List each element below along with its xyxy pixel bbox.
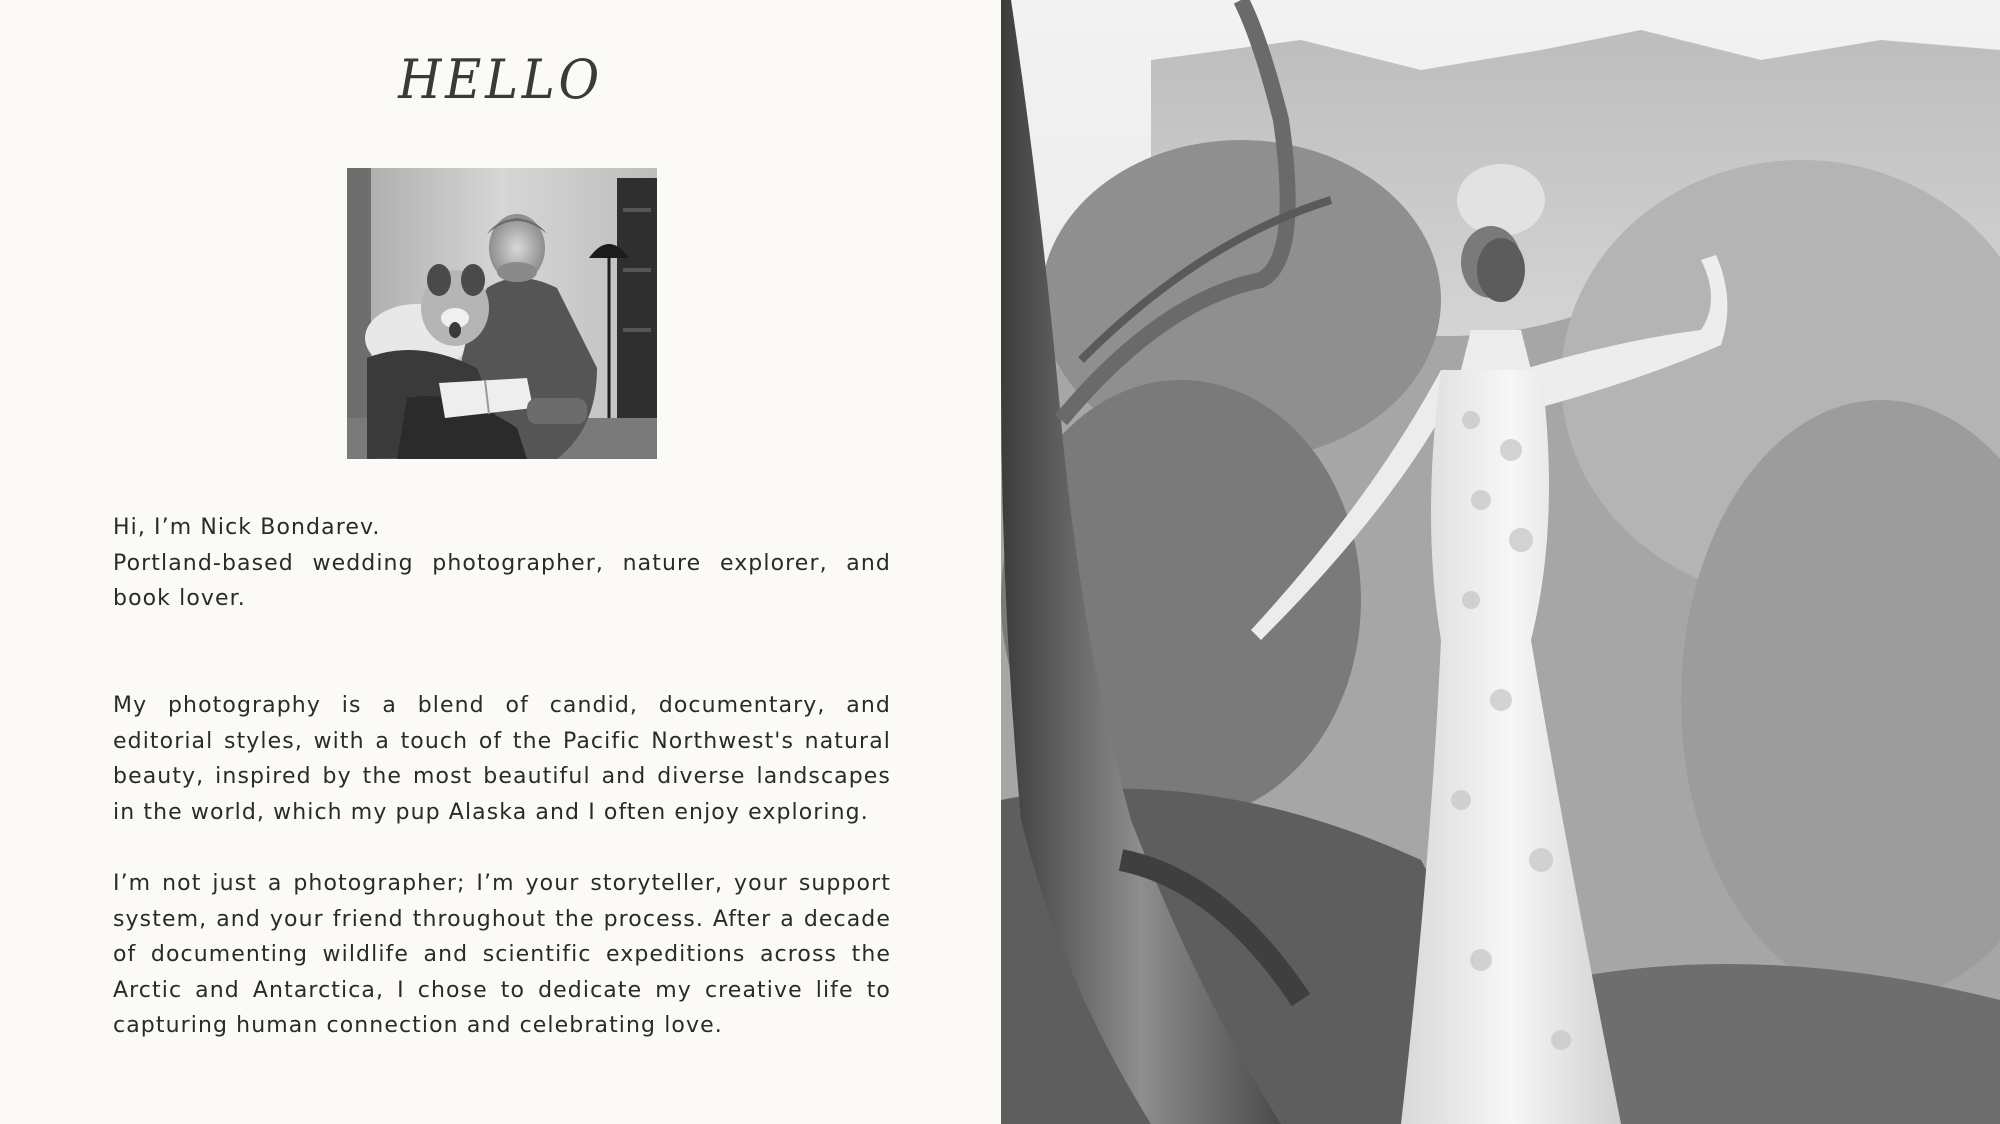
portrait-photo-icon (347, 168, 657, 459)
greeting-text: Hi, I’m Nick Bondarev. (113, 515, 381, 540)
tagline-text: Portland-based wedding photographer, nature explorer, and book lover. (113, 550, 891, 612)
photographer-portrait (347, 168, 657, 459)
intro-text (113, 510, 891, 617)
bridal-portrait-photo-icon (1001, 0, 2000, 1124)
page-title: HELLO (398, 48, 603, 111)
hero-photo (1001, 0, 2000, 1124)
about-paragraph-1: My photography is a blend of candid, documentary, and editorial styles, with a touch of the Pacific Northwest's natural beauty, inspired by the most beautiful and diverse landscapes in the world, which my pup Alaska and I often enjoy exploring. (113, 693, 891, 825)
about-paragraph-2: I’m not just a photographer; I’m your storyteller, your support system, and your friend throughout the process. After a decade of documenting wildlife and scientific expeditions across the Arctic and Antarctica, I chose to dedicate my creative life to capturing human connection and celebrating love. (113, 871, 891, 1039)
